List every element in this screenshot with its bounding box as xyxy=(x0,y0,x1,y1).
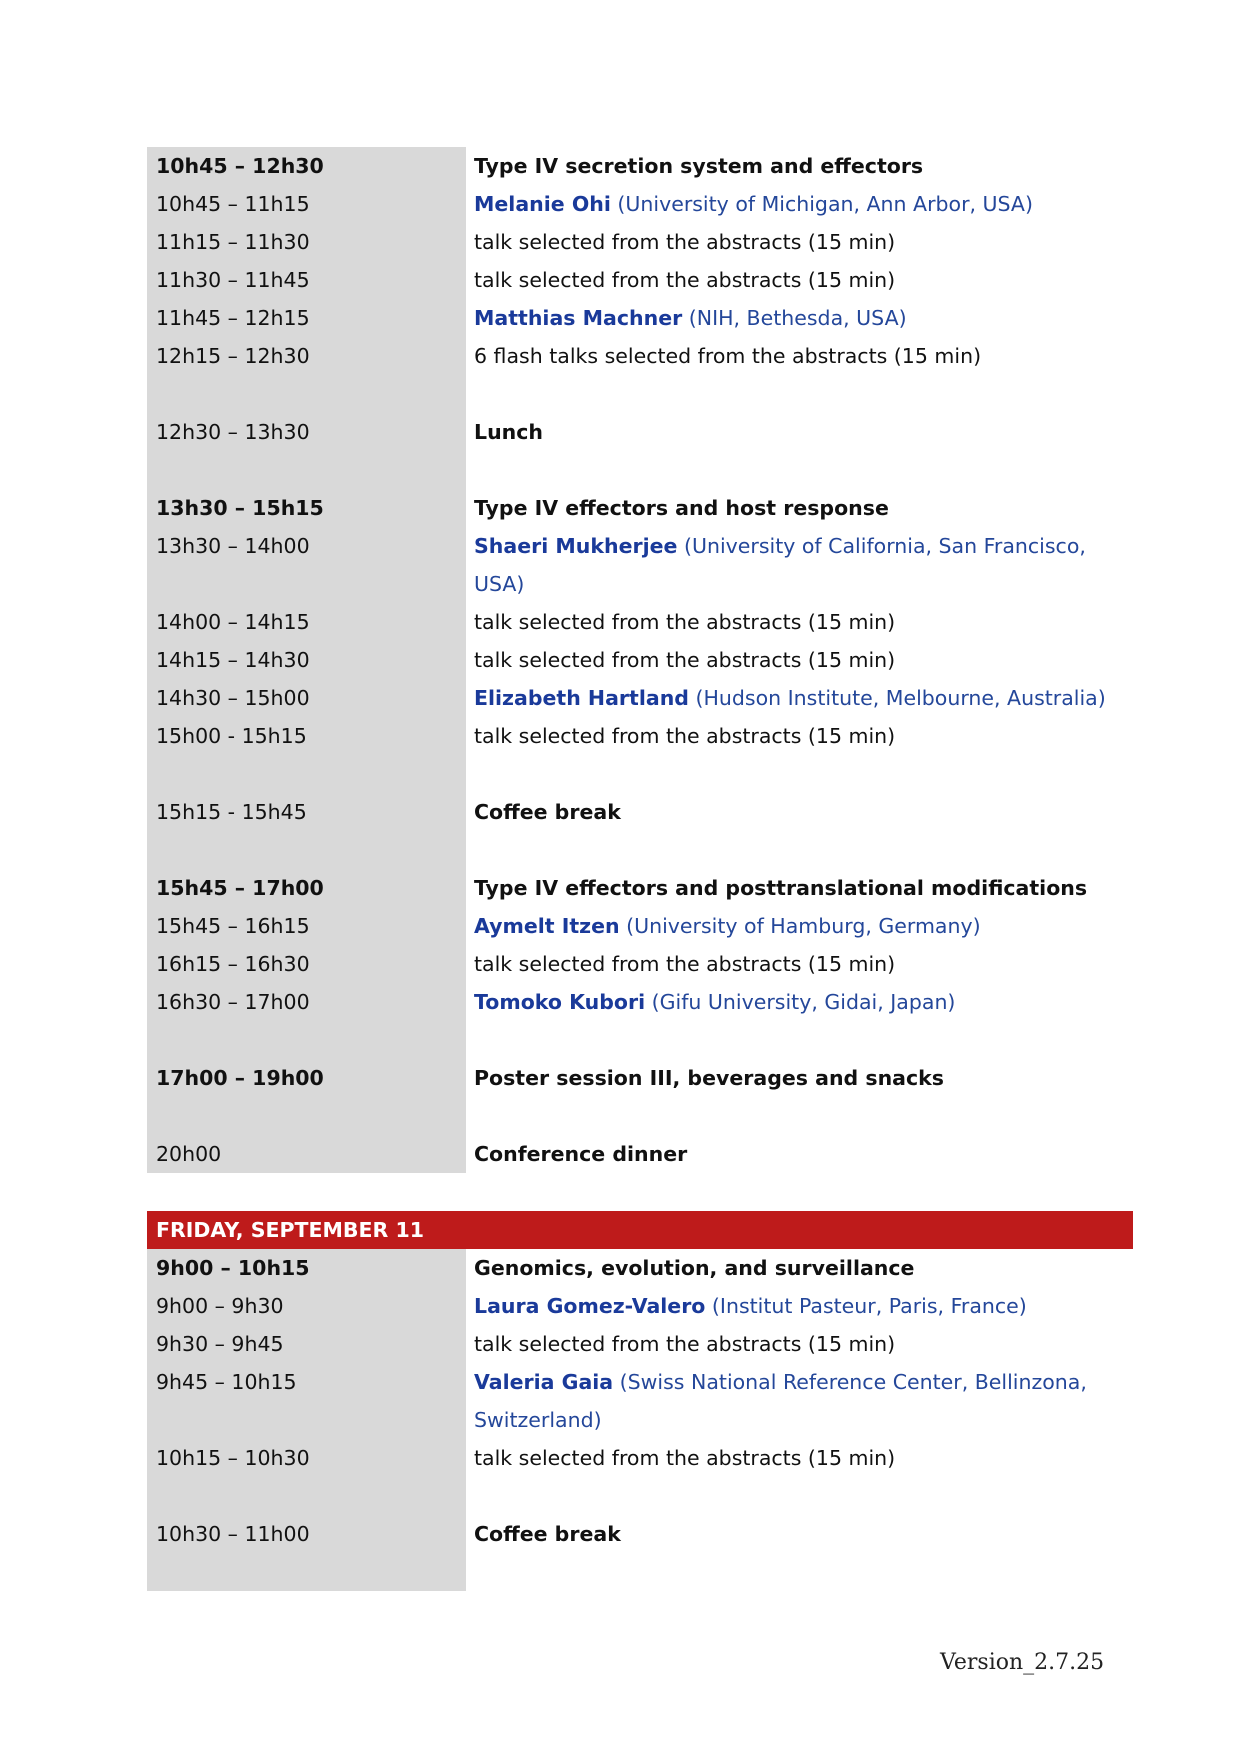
talk-row xyxy=(147,1439,1133,1477)
talk-time: 16h30 – 17h00 xyxy=(156,990,310,1014)
talk-time: 16h15 – 16h30 xyxy=(156,952,310,976)
session-time: 10h45 – 12h30 xyxy=(156,154,324,178)
talk-row xyxy=(147,261,1133,299)
talk-time: 9h30 – 9h45 xyxy=(156,1332,284,1356)
session-title: Type IV effectors and host response xyxy=(474,496,889,520)
talk-row xyxy=(147,299,1133,337)
talk-description: talk selected from the abstracts (15 min) xyxy=(474,724,896,748)
talk-row xyxy=(147,223,1133,261)
talk-row xyxy=(147,527,1133,603)
talk-time: 11h45 – 12h15 xyxy=(156,306,310,330)
speaker-affiliation: (Swiss National Reference Center, Bellinzona, Switzerland) xyxy=(474,1370,1087,1432)
speaker-affiliation: (University of Michigan, Ann Arbor, USA) xyxy=(610,192,1033,216)
speaker-name: Valeria Gaia xyxy=(474,1370,614,1394)
talk-time: 10h45 – 11h15 xyxy=(156,192,310,216)
coffee-row xyxy=(147,1515,1133,1553)
talk-description: talk selected from the abstracts (15 min) xyxy=(474,610,896,634)
coffee-row xyxy=(147,793,1133,831)
talk-time: 14h15 – 14h30 xyxy=(156,648,310,672)
talk-time: 12h15 – 12h30 xyxy=(156,344,310,368)
coffee-time: 10h30 – 11h00 xyxy=(156,1522,310,1546)
talk-description: talk selected from the abstracts (15 min) xyxy=(474,1446,896,1470)
session-title: Type IV secretion system and effectors xyxy=(474,154,924,178)
coffee-time: 15h15 - 15h45 xyxy=(156,800,307,824)
poster-row xyxy=(147,1059,1133,1097)
talk-row xyxy=(147,1363,1133,1439)
speaker-name: Matthias Machner xyxy=(474,306,683,330)
talk-time: 11h30 – 11h45 xyxy=(156,268,310,292)
speaker-name: Aymelt Itzen xyxy=(474,914,620,938)
talk-row xyxy=(147,1287,1133,1325)
talk-speaker xyxy=(474,527,1134,603)
talk-row xyxy=(147,907,1133,945)
talk-time: 14h00 – 14h15 xyxy=(156,610,310,634)
talk-row xyxy=(147,185,1133,223)
speaker-affiliation: (University of Hamburg, Germany) xyxy=(619,914,981,938)
talk-row xyxy=(147,983,1133,1021)
session-header-row xyxy=(147,1249,1133,1287)
speaker-name: Shaeri Mukherjee xyxy=(474,534,678,558)
talk-time: 11h15 – 11h30 xyxy=(156,230,310,254)
lunch-row xyxy=(147,413,1133,451)
poster-label: Poster session III, beverages and snacks xyxy=(474,1066,944,1090)
talk-time: 9h45 – 10h15 xyxy=(156,1370,297,1394)
talk-time: 15h45 – 16h15 xyxy=(156,914,310,938)
speaker-affiliation: (Gifu University, Gidai, Japan) xyxy=(645,990,956,1014)
speaker-name: Tomoko Kubori xyxy=(474,990,646,1014)
lunch-time: 12h30 – 13h30 xyxy=(156,420,310,444)
speaker-affiliation: (Hudson Institute, Melbourne, Australia) xyxy=(688,686,1106,710)
talk-row xyxy=(147,603,1133,641)
day-separator xyxy=(147,1173,1133,1211)
talk-speaker xyxy=(474,1363,1134,1439)
talk-speaker xyxy=(474,185,1134,223)
talk-row xyxy=(147,717,1133,755)
coffee-label: Coffee break xyxy=(474,1522,621,1546)
speaker-name: Elizabeth Hartland xyxy=(474,686,689,710)
talk-description: talk selected from the abstracts (15 min) xyxy=(474,1332,896,1356)
talk-time: 15h00 - 15h15 xyxy=(156,724,307,748)
thursday-block xyxy=(147,147,1133,1173)
coffee-label: Coffee break xyxy=(474,800,621,824)
dinner-time: 20h00 xyxy=(156,1142,222,1166)
speaker-name: Laura Gomez-Valero xyxy=(474,1294,706,1318)
friday-block xyxy=(147,1249,1133,1591)
speaker-affiliation: (NIH, Bethesda, USA) xyxy=(682,306,907,330)
talk-description: talk selected from the abstracts (15 min) xyxy=(474,230,896,254)
talk-row xyxy=(147,1325,1133,1363)
talk-description: talk selected from the abstracts (15 min) xyxy=(474,268,896,292)
speaker-name: Melanie Ohi xyxy=(474,192,611,216)
speaker-affiliation: (Institut Pasteur, Paris, France) xyxy=(705,1294,1027,1318)
session-title: Genomics, evolution, and surveillance xyxy=(474,1256,915,1280)
session-header-row xyxy=(147,869,1133,907)
session-header-row xyxy=(147,489,1133,527)
lunch-label: Lunch xyxy=(474,420,543,444)
talk-speaker xyxy=(474,907,1134,945)
talk-speaker xyxy=(474,679,1134,717)
dinner-label: Conference dinner xyxy=(474,1142,688,1166)
talk-row xyxy=(147,641,1133,679)
schedule xyxy=(147,147,1133,1591)
session-time: 15h45 – 17h00 xyxy=(156,876,324,900)
talk-speaker xyxy=(474,1287,1134,1325)
talk-row xyxy=(147,945,1133,983)
talk-description: talk selected from the abstracts (15 min) xyxy=(474,952,896,976)
talk-speaker xyxy=(474,983,1134,1021)
talk-time: 9h00 – 9h30 xyxy=(156,1294,284,1318)
talk-row xyxy=(147,337,1133,375)
day-heading: FRIDAY, SEPTEMBER 11 xyxy=(147,1211,1133,1249)
talk-time: 10h15 – 10h30 xyxy=(156,1446,310,1470)
talk-time: 13h30 – 14h00 xyxy=(156,534,310,558)
talk-time: 14h30 – 15h00 xyxy=(156,686,310,710)
talk-description: 6 flash talks selected from the abstracts (15 min) xyxy=(474,344,982,368)
dinner-row xyxy=(147,1135,1133,1173)
version-label: Version_2.7.25 xyxy=(940,1650,1105,1675)
poster-time: 17h00 – 19h00 xyxy=(156,1066,324,1090)
session-title: Type IV effectors and posttranslational modifications xyxy=(474,876,1088,900)
session-header-row xyxy=(147,147,1133,185)
session-time: 9h00 – 10h15 xyxy=(156,1256,310,1280)
talk-speaker xyxy=(474,299,1134,337)
talk-row xyxy=(147,679,1133,717)
session-time: 13h30 – 15h15 xyxy=(156,496,324,520)
talk-description: talk selected from the abstracts (15 min) xyxy=(474,648,896,672)
speaker-affiliation: (University of California, San Francisco, USA) xyxy=(474,534,1086,596)
